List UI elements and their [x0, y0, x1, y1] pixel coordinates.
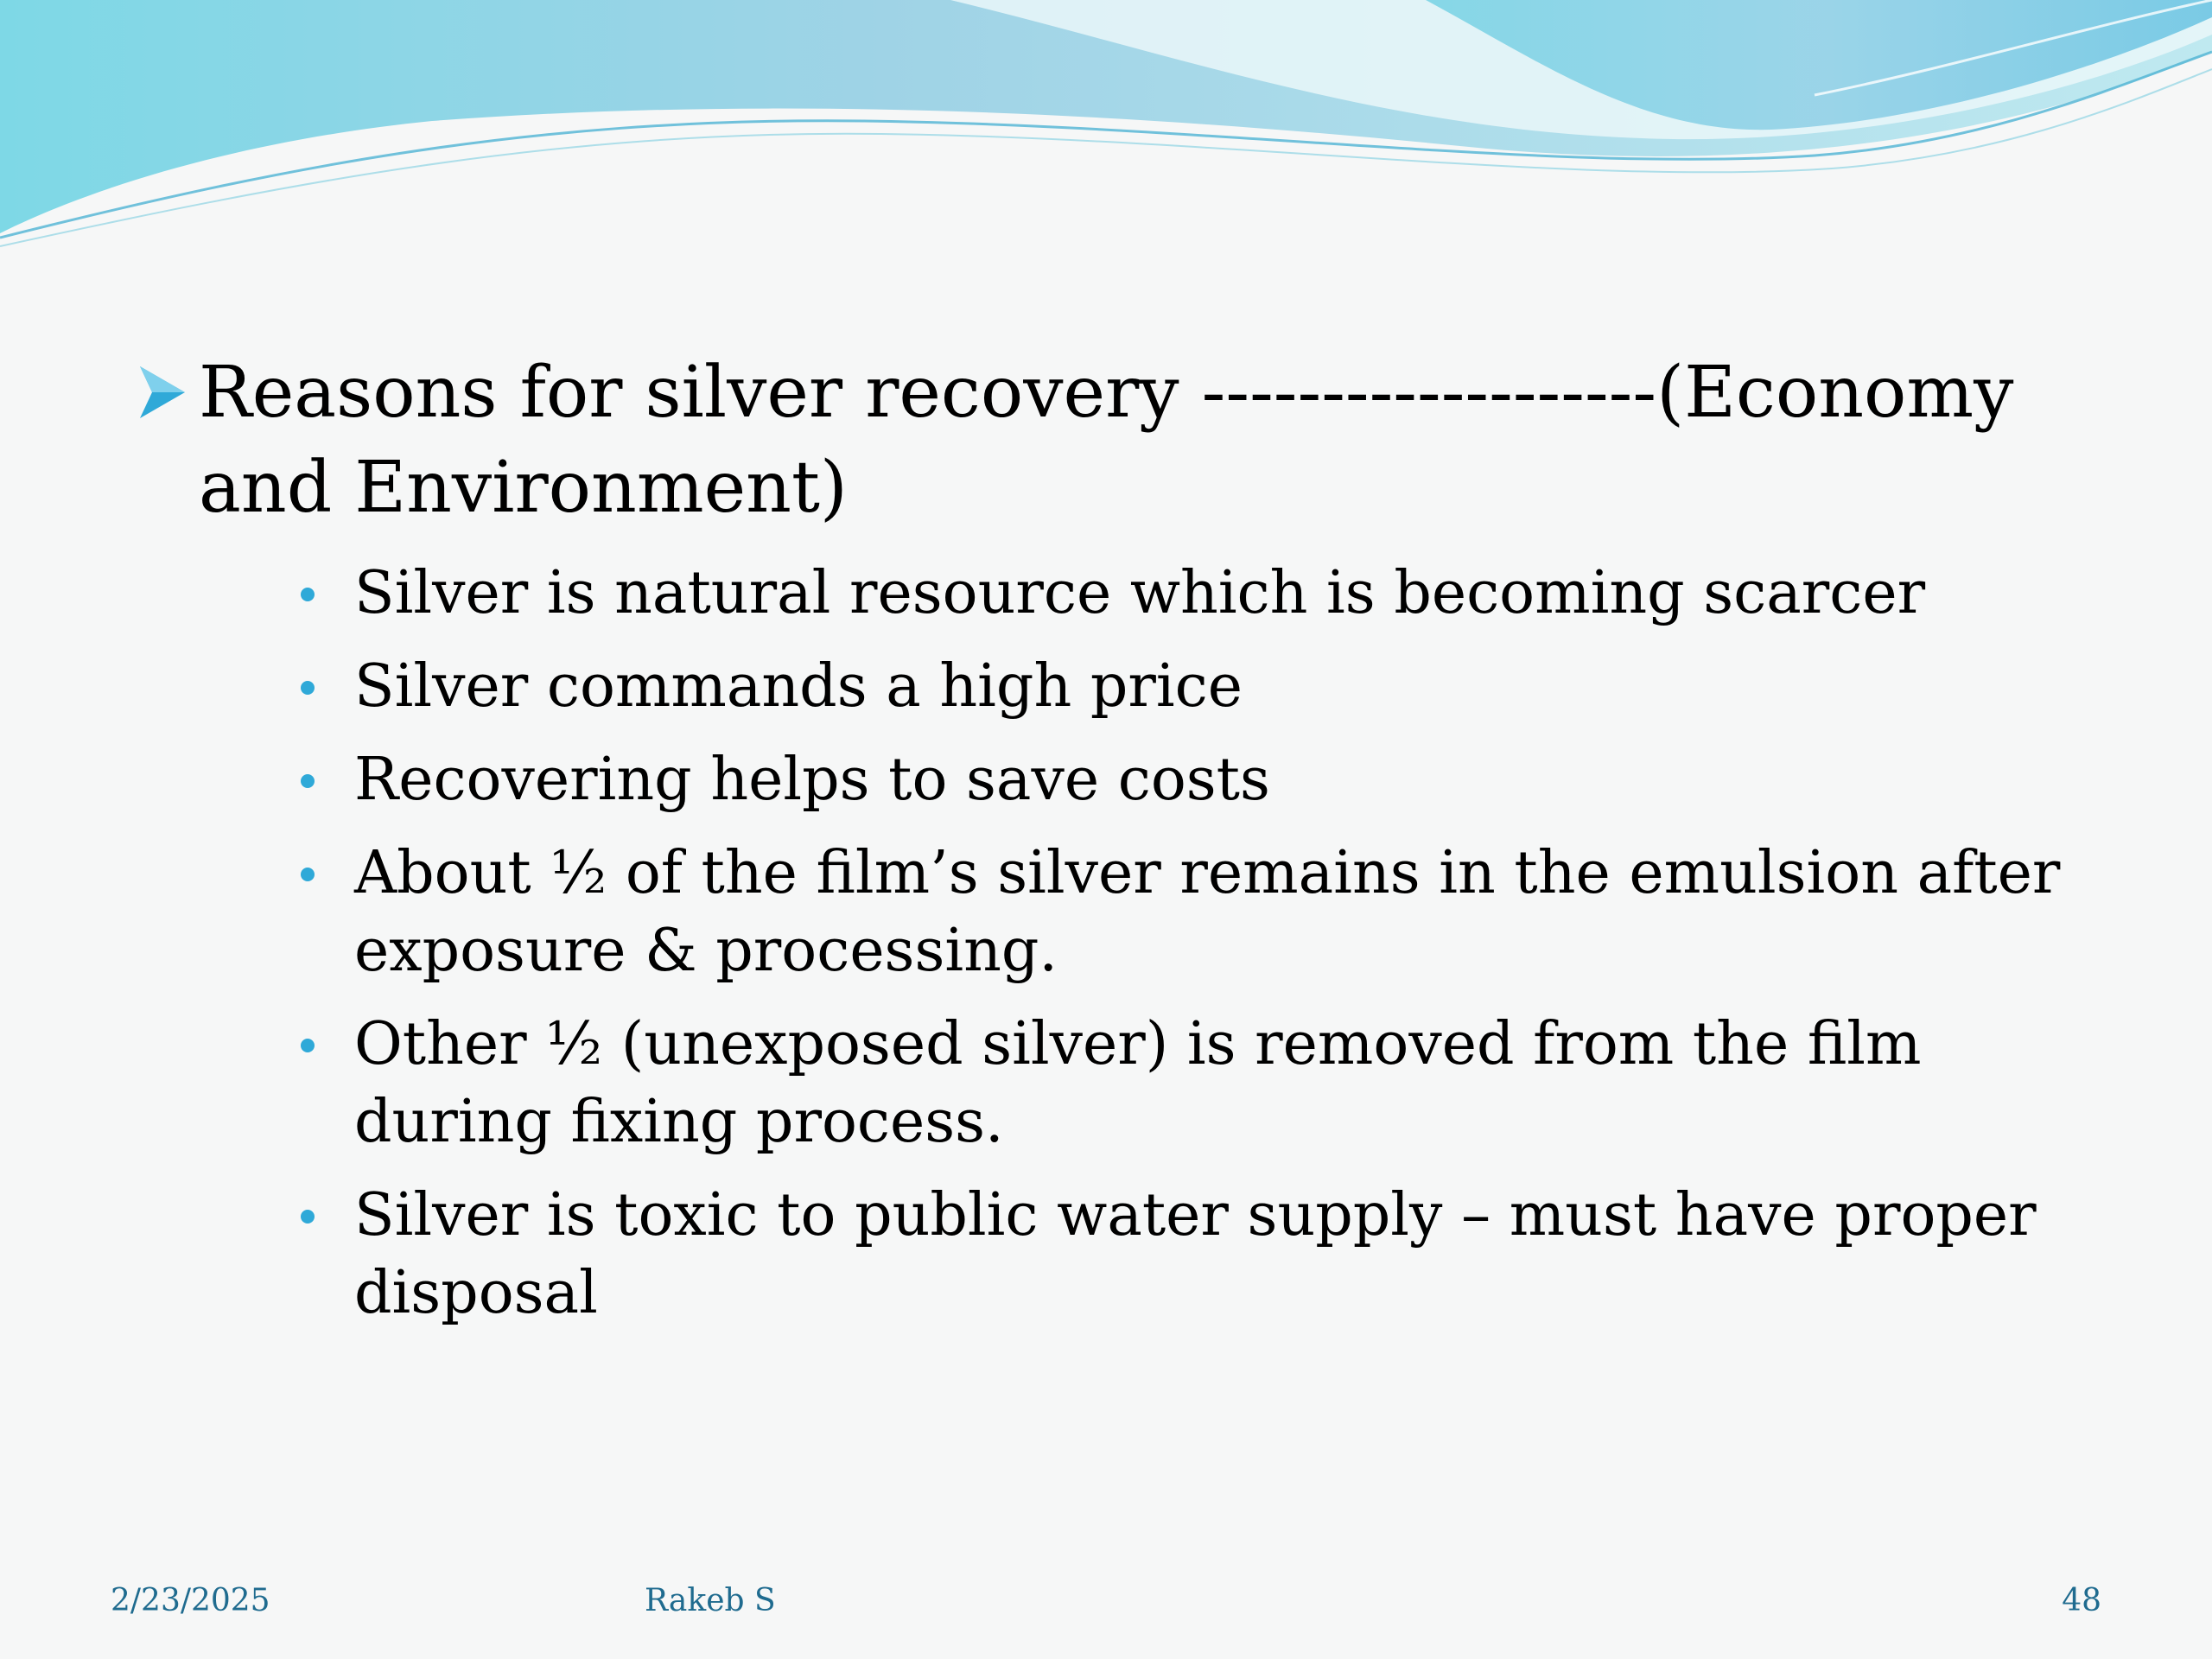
list-item [354, 1006, 2091, 1161]
bullet-dot-icon [301, 774, 315, 788]
bullet-dot-icon [301, 1210, 315, 1224]
arrow-bullet-icon [138, 365, 187, 420]
list-item-text: Silver is toxic to public water supply – must have proper disposal [354, 1181, 2037, 1327]
footer-date: 2/23/2025 [111, 1583, 270, 1618]
list-item-text: Recovering helps to save costs [354, 746, 1270, 814]
main-point-text: Reasons for silver recovery -------------------(Economy and Environment) [199, 352, 2014, 529]
list-item [354, 555, 2091, 632]
bullet-dot-icon [301, 681, 315, 695]
slide-content [138, 346, 2091, 1348]
list-item-text: About ½ of the film’s silver remains in the emulsion after exposure & processing. [354, 839, 2061, 985]
footer-page-number: 48 [2062, 1583, 2101, 1618]
list-item-text: Silver is natural resource which is becoming scarcer [354, 559, 1926, 627]
list-item [354, 648, 2091, 726]
wave-header-decoration [0, 0, 2212, 259]
list-item [354, 835, 2091, 990]
bullet-dot-icon [301, 868, 315, 881]
sub-bullet-list [138, 555, 2091, 1332]
bullet-dot-icon [301, 1039, 315, 1052]
list-item [354, 1177, 2091, 1332]
list-item-text: Other ½ (unexposed silver) is removed from the film during fixing process. [354, 1010, 1922, 1156]
footer-author: Rakeb S [645, 1583, 776, 1618]
list-item [354, 741, 2091, 819]
bullet-dot-icon [301, 588, 315, 601]
list-item-text: Silver commands a high price [354, 652, 1243, 721]
main-point [138, 346, 2091, 536]
